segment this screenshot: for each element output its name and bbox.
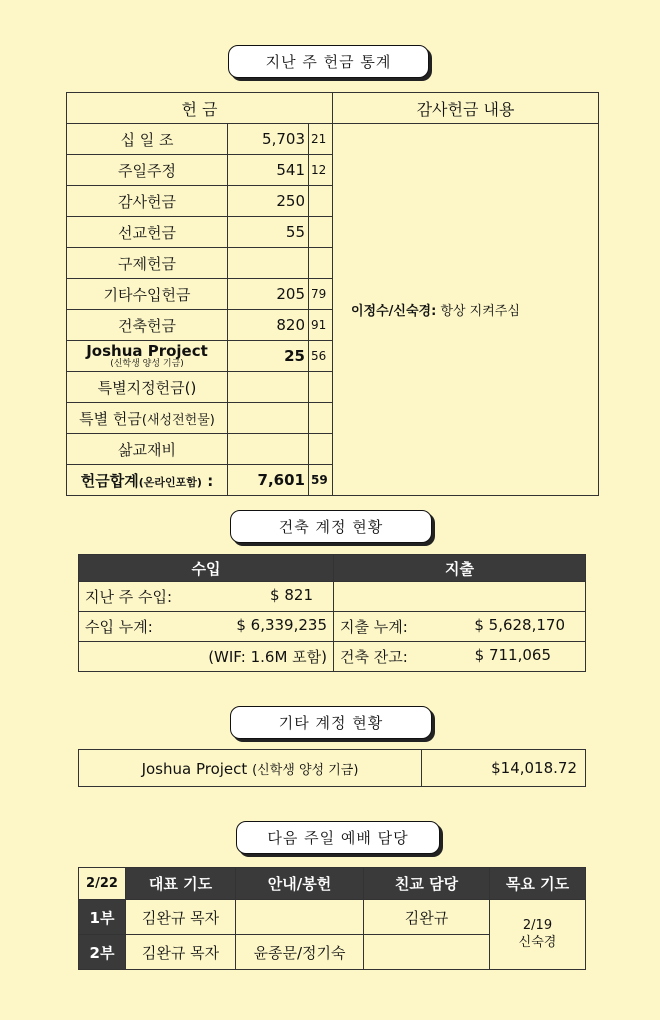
row-amount: 250: [228, 186, 309, 217]
thursday-name: 신숙경: [518, 934, 557, 950]
row-amount: [228, 248, 309, 279]
total-name: 헌금합계: [80, 471, 139, 490]
row-cents: 91: [309, 310, 333, 341]
row-label: 기타수입헌금: [67, 279, 228, 310]
duty-header-fellowship: 친교 담당: [364, 868, 490, 900]
usher-2: 윤종문/정기숙: [236, 935, 364, 970]
row-label: 십 일 조: [67, 124, 228, 155]
empty-cell: [334, 582, 586, 612]
cash-statistics-table: [66, 92, 599, 496]
joshua-name: Joshua Project: [86, 341, 208, 360]
row-cents: 56: [309, 341, 333, 372]
table-row: [79, 642, 586, 672]
row-amount: [228, 372, 309, 403]
duty-header-usher: 안내/봉헌: [236, 868, 364, 900]
row-label: [67, 403, 228, 434]
income-total-value: $ 6,339,235: [236, 616, 327, 634]
duty-date: 2/22: [79, 868, 126, 900]
fellowship-1: 김완규: [364, 900, 490, 935]
other-account-table: [78, 749, 586, 787]
row-cents: [309, 186, 333, 217]
wif-note: (WIF: 1.6M 포함): [79, 642, 334, 672]
joshua-label: [67, 341, 228, 372]
expense-total-value: $ 5,628,170: [474, 616, 565, 634]
other-section-title: 기타 계정 현황: [230, 706, 432, 739]
row-amount: [228, 403, 309, 434]
part-1: 1부: [79, 900, 126, 935]
income-total: [79, 612, 334, 642]
memo-name: 이정수/신숙경:: [351, 304, 437, 319]
duty-section-title: 다음 주일 예배 담당: [236, 821, 440, 854]
thursday-date: 2/19: [522, 917, 553, 933]
row-amount: 205: [228, 279, 309, 310]
row-cents: [309, 217, 333, 248]
other-value: $14,018.72: [422, 750, 586, 787]
row-label: 구제헌금: [67, 248, 228, 279]
prayer-2: 김완규 목자: [126, 935, 236, 970]
part-2: 2부: [79, 935, 126, 970]
income-total-label: 수입 누계:: [85, 618, 153, 636]
prayer-1: 김완규 목자: [126, 900, 236, 935]
row-cents: [309, 248, 333, 279]
row-label: 건축헌금: [67, 310, 228, 341]
thanks-header: 감사헌금 내용: [333, 93, 599, 124]
expense-header: 지출: [334, 555, 586, 582]
total-sub: (온라인포함): [138, 475, 202, 489]
row-label: 삶교재비: [67, 434, 228, 465]
cash-section-title: 지난 주 헌금 통계: [228, 45, 429, 78]
row-cents: 12: [309, 155, 333, 186]
special2-label: 특별 헌금: [79, 409, 142, 428]
row-label: 특별지정헌금(): [67, 372, 228, 403]
row-label: 주일주정: [67, 155, 228, 186]
thanks-memo: [333, 124, 599, 496]
last-week-label: 지난 주 수입:: [85, 588, 173, 606]
row-label: 감사헌금: [67, 186, 228, 217]
row-amount: 55: [228, 217, 309, 248]
row-cents: 79: [309, 279, 333, 310]
table-row: [79, 750, 586, 787]
income-header: 수입: [79, 555, 334, 582]
row-amount: 5,703: [228, 124, 309, 155]
joshua-sub: (신학생 양성 기금): [110, 358, 184, 369]
row-cents: [309, 372, 333, 403]
last-week-income: [79, 582, 334, 612]
row-amount: 820: [228, 310, 309, 341]
expense-total: [334, 612, 586, 642]
building-account-table: [78, 554, 586, 672]
row-cents: [309, 403, 333, 434]
expense-total-label: 지출 누계:: [340, 618, 408, 636]
total-cents: 59: [309, 465, 333, 496]
usher-1: [236, 900, 364, 935]
table-row: [79, 582, 586, 612]
row-amount: [228, 434, 309, 465]
total-label: [67, 465, 228, 496]
other-sub: (신학생 양성 기금): [252, 762, 359, 778]
row-cents: 21: [309, 124, 333, 155]
row-label: 선교헌금: [67, 217, 228, 248]
service-duty-table: [78, 867, 586, 970]
special2-sub: (새성전헌물): [141, 412, 215, 428]
row-cents: [309, 434, 333, 465]
duty-header-thursday: 목요 기도: [490, 868, 586, 900]
total-amount: 7,601: [228, 465, 309, 496]
other-account-name: [79, 750, 422, 787]
balance-value: $ 711,065: [474, 646, 551, 664]
table-row: [67, 124, 599, 155]
row-amount: 541: [228, 155, 309, 186]
building-balance: [334, 642, 586, 672]
total-colon: :: [207, 471, 214, 490]
table-row: [79, 612, 586, 642]
balance-label: 건축 잔고:: [340, 648, 408, 666]
memo-text: 항상 지켜주심: [440, 304, 520, 319]
row-amount: 25: [228, 341, 309, 372]
table-row: [79, 900, 586, 935]
duty-header-prayer: 대표 기도: [126, 868, 236, 900]
building-section-title: 건축 계정 현황: [230, 510, 432, 543]
fellowship-2: [364, 935, 490, 970]
offering-header: 헌 금: [67, 93, 333, 124]
last-week-value: $ 821: [270, 586, 313, 604]
thursday-prayer: [490, 900, 586, 970]
other-name: Joshua Project: [141, 759, 248, 778]
